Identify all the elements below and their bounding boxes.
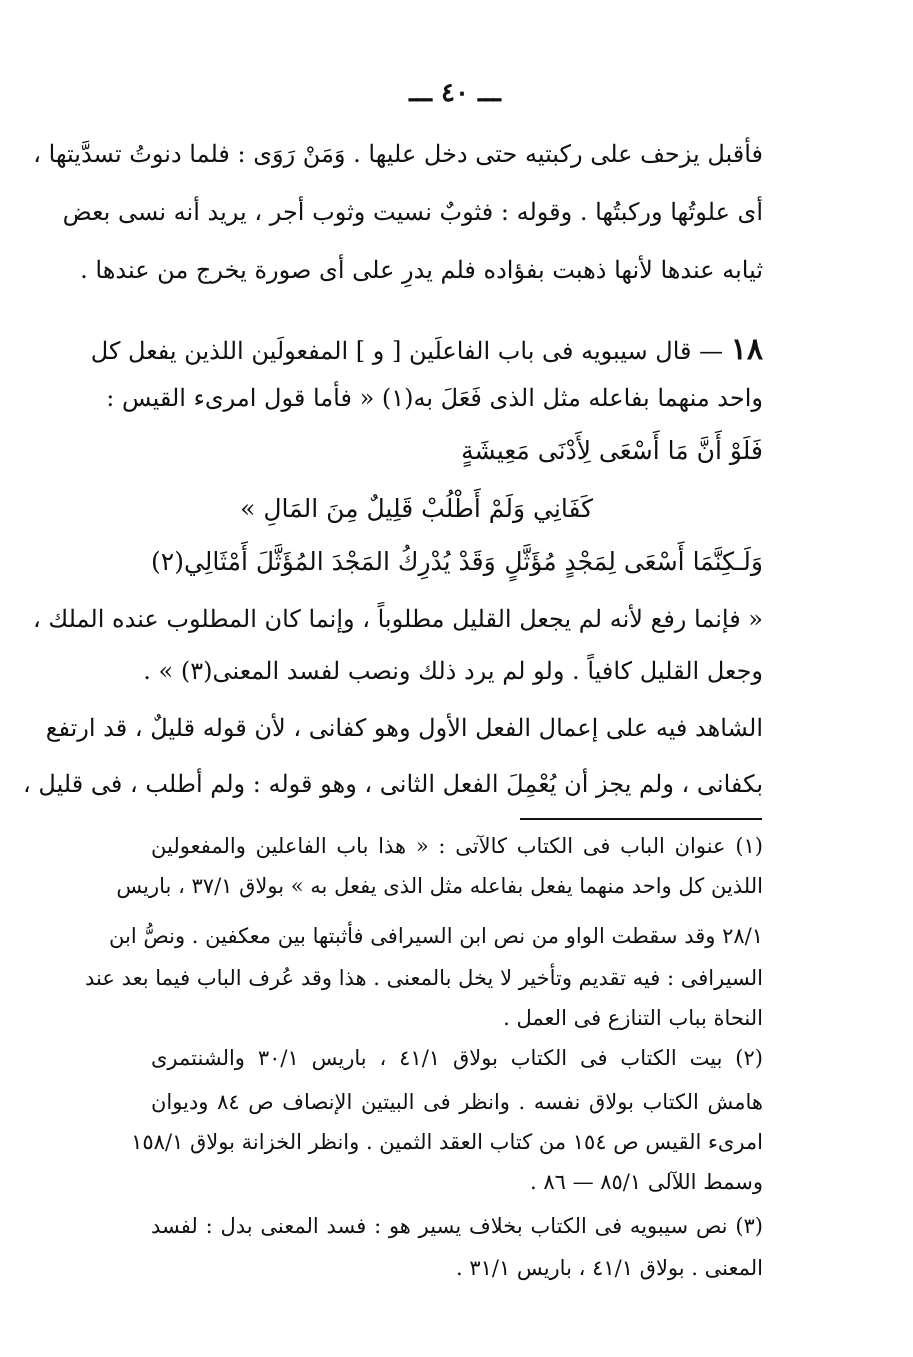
footnote-1-line-5: النحاة بباب التنازع فى العمل . xyxy=(503,1006,763,1030)
footnote-2-line-1: (٢) بيت الكتاب فى الكتاب بولاق ٤١/١ ، باريس ٣٠/١ والشنتمرى xyxy=(151,1046,763,1070)
footnote-2-line-4: وسمط اللآلى ٨٥/١ — ٨٦ . xyxy=(529,1170,763,1194)
paragraph2-line-1 xyxy=(90,332,763,368)
verse-1-hemistich-2: كَفَانِي وَلَمْ أَطْلُبْ قَلِيلٌ مِنَ المَالِ » xyxy=(240,494,593,523)
paragraph2-line-1-text: — قال سيبويه فى باب الفاعلَين [ و ] المفعولَين اللذين يفعل كل xyxy=(90,337,724,365)
footnote-divider xyxy=(520,818,762,820)
verse-2 xyxy=(151,547,763,577)
paragraph-number: ١٨ xyxy=(730,332,763,367)
verse-2-hemistich-1: وَلَـكِنَّمَا أَسْعَى لِمَجْدٍ مُؤَثَّلٍ xyxy=(504,547,763,576)
paragraph2-line-after-2: وجعل القليل كافياً . ولو لم يرد ذلك ونصب لفسد المعنى(٣) » . xyxy=(143,657,763,685)
paragraph2-line-2: واحد منهما بفاعله مثل الذى فَعَلَ به(١) « فأما قول امرىء القيس : xyxy=(106,384,763,412)
footnote-3-line-2: المعنى . بولاق ٤١/١ ، باريس ٣١/١ . xyxy=(455,1256,763,1280)
paragraph1-line-2: أى علوتُها وركبتُها . وقوله : فثوبٌ نسيت وثوب أجر ، يريد أنه نسى بعض xyxy=(62,198,763,226)
verse-1-hemistich-1: فَلَوْ أَنَّ مَا أَسْعَى لِأَدْنَى مَعِيشَةٍ xyxy=(461,436,763,465)
footnote-1-line-2: اللذين كل واحد منهما يفعل بفاعله مثل الذى يفعل به » بولاق ٣٧/١ ، باريس xyxy=(116,874,763,898)
footnote-1-line-4: السيرافى : فيه تقديم وتأخير لا يخل بالمعنى . هذا وقد عُرف الباب فيما بعد عند xyxy=(85,966,763,990)
footnote-1-line-1: (١) عنوان الباب فى الكتاب كالآتى : « هذا باب الفاعلين والمفعولين xyxy=(151,834,763,858)
page-number: ـــ ٤٠ ـــ xyxy=(409,78,501,108)
paragraph3-line-1: الشاهد فيه على إعمال الفعل الأول وهو كفانى ، لأن قوله قليلٌ ، قد ارتفع xyxy=(45,714,763,742)
footnote-2-line-3: امرىء القيس ص ١٥٤ من كتاب العقد الثمين . وانظر الخزانة بولاق ١٥٨/١ xyxy=(131,1130,763,1154)
paragraph3-line-2: بكفانى ، ولم يجز أن يُعْمِلَ الفعل الثانى ، وهو قوله : ولم أطلب ، فى قليل ، xyxy=(23,770,763,798)
paragraph1-line-1: فأقبل يزحف على ركبتيه حتى دخل عليها . وَمَنْ رَوَى : فلما دنوتُ تسدَّيتها ، xyxy=(33,140,763,168)
footnote-2-line-2: هامش الكتاب بولاق نفسه . وانظر فى البيتين الإنصاف ص ٨٤ وديوان xyxy=(151,1090,763,1114)
paragraph1-line-3: ثيابه عندها لأنها ذهبت بفؤاده فلم يدرِ على أى صورة يخرج من عندها . xyxy=(80,256,763,284)
verse-2-hemistich-2: وَقَدْ يُدْرِكُ المَجْدَ المُؤَثَّلَ أَمْثَالِي(٢) xyxy=(151,547,496,576)
paragraph2-line-after-1: « فإنما رفع لأنه لم يجعل القليل مطلوباً ، وإنما كان المطلوب عنده الملك ، xyxy=(32,605,763,633)
footnote-3-line-1: (٣) نص سيبويه فى الكتاب بخلاف يسير هو : فسد المعنى بدل : لفسد xyxy=(151,1214,763,1238)
footnote-1-line-3: ٢٨/١ وقد سقطت الواو من نص ابن السيرافى فأثبتها بين معكفين . ونصُّ ابن xyxy=(109,924,763,948)
